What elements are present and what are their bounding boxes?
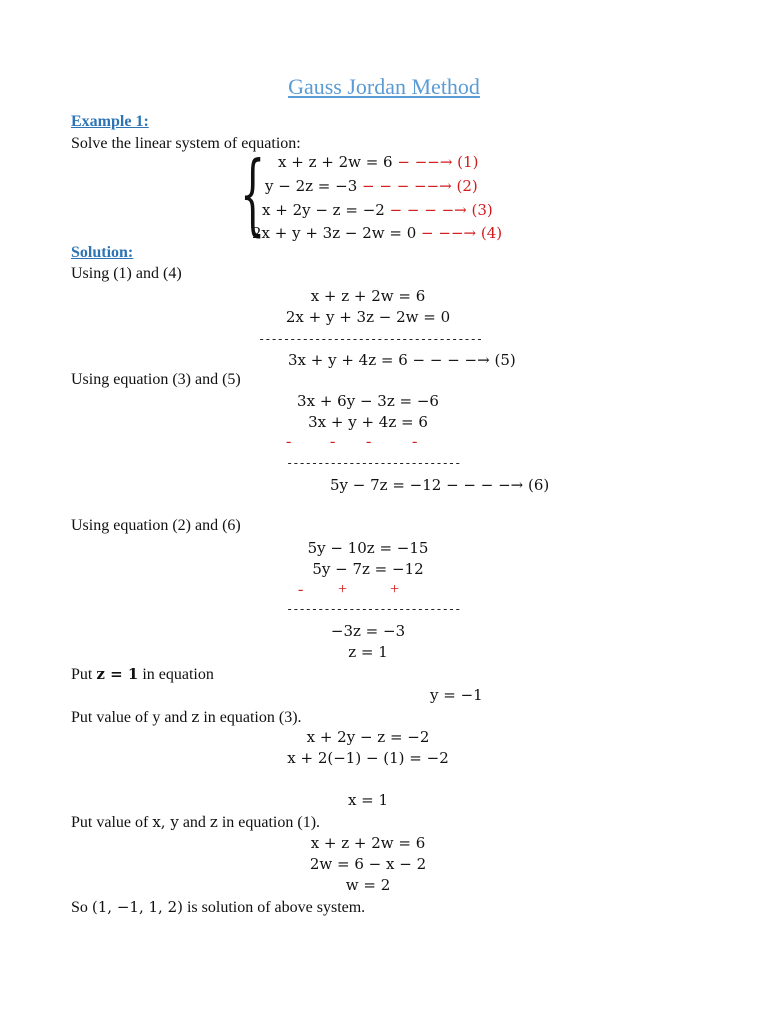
step1-line1: x + z + 2w = 6 <box>310 287 426 305</box>
step3-separator: ---------------------------- <box>286 602 461 616</box>
page-title: Gauss Jordan Method <box>288 74 480 99</box>
example-heading: Example 1: <box>71 113 149 130</box>
step3-sign-1: - <box>298 581 304 598</box>
system-eq-3: x + 2y − z = −2 − − − −→ (3) <box>262 201 493 219</box>
step6-line1: x + z + 2w = 6 <box>310 834 426 852</box>
step2-sign-1: - <box>286 433 292 450</box>
step3-line1: 5y − 10z = −15 <box>307 539 429 557</box>
step5-line2: x + 2(−1) − (1) = −2 <box>287 749 449 767</box>
step3-result1: −3z = −3 <box>330 622 406 640</box>
step1-separator: ------------------------------------ <box>258 332 483 346</box>
system-eq-1: x + z + 2w = 6 − −−→ (1) <box>278 153 479 171</box>
left-brace: { <box>240 142 266 245</box>
step4-text: Put z = 1 in equation <box>71 665 214 683</box>
solution-heading: Solution: <box>71 244 134 261</box>
step1-line2: 2x + y + 3z − 2w = 0 <box>285 308 451 326</box>
step6-line2: 2w = 6 − x − 2 <box>309 855 427 873</box>
step2-label: Using equation (3) and (5) <box>71 371 241 388</box>
step2-sign-2: - <box>330 433 336 450</box>
step1-result: 3x + y + 4z = 6 − − − −→ (5) <box>288 351 516 369</box>
system-eq-4: 2x + y + 3z − 2w = 0 − −−→ (4) <box>252 224 503 242</box>
step3-sign-3: + <box>390 581 400 598</box>
step3-sign-2: + <box>338 581 348 598</box>
step3-result2: z = 1 <box>348 643 388 661</box>
intro-text: Solve the linear system of equation: <box>71 135 301 152</box>
step3-label: Using equation (2) and (6) <box>71 517 241 534</box>
step6-text: Put value of x, y and z in equation (1). <box>71 813 321 831</box>
step2-separator: ---------------------------- <box>286 456 461 470</box>
step5-line1: x + 2y − z = −2 <box>306 728 430 746</box>
step2-result: 5y − 7z = −12 − − − −→ (6) <box>330 476 550 494</box>
step2-line1: 3x + 6y − 3z = −6 <box>297 392 439 410</box>
system-eq-2: y − 2z = −3 − − − −−→ (2) <box>265 177 478 195</box>
step5-result: x = 1 <box>347 791 389 809</box>
step6-line3: w = 2 <box>345 876 391 894</box>
step2-sign-4: - <box>412 433 418 450</box>
step1-label: Using (1) and (4) <box>71 265 182 282</box>
step3-line2: 5y − 7z = −12 <box>312 560 424 578</box>
conclusion-text: So (1, −1, 1, 2) is solution of above system. <box>71 898 366 916</box>
step2-sign-3: - <box>366 433 372 450</box>
step5-text: Put value of y and z in equation (3). <box>71 708 302 726</box>
step4-result: y = −1 <box>430 686 483 704</box>
step2-line2: 3x + y + 4z = 6 <box>308 413 428 431</box>
